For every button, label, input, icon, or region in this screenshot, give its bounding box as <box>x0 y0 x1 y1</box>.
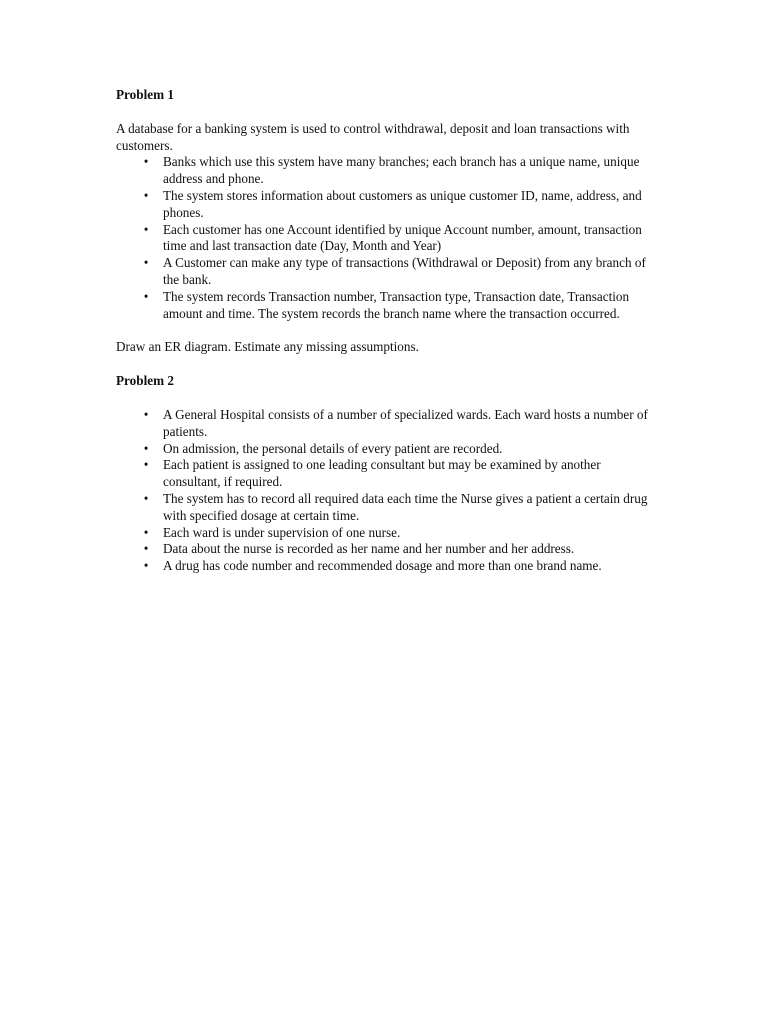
list-item-text: Each ward is under supervision of one nurse. <box>163 524 401 540</box>
bullet-icon: • <box>143 541 149 557</box>
list-item-text: A General Hospital consists of a number of specialized wards. Each ward hosts a number of patients. <box>163 406 648 439</box>
list-item-text: On admission, the personal details of every patient are recorded. <box>163 440 503 456</box>
list-item <box>116 541 656 558</box>
bullet-icon: • <box>143 457 149 473</box>
document-content <box>116 87 656 575</box>
list-item-text: A drug has code number and recommended dosage and more than one brand name. <box>163 558 602 574</box>
list-item <box>116 407 656 441</box>
problem-1-intro: A database for a banking system is used to control withdrawal, deposit and loan transactions with customers. <box>116 120 630 153</box>
list-item <box>116 154 656 188</box>
problem-1-heading: Problem 1 <box>116 87 174 102</box>
problem-1-bullet-list <box>116 154 656 322</box>
bullet-icon: • <box>143 288 149 304</box>
bullet-icon: • <box>143 440 149 456</box>
list-item <box>116 255 656 289</box>
bullet-icon: • <box>143 154 149 170</box>
list-item <box>116 558 656 575</box>
list-item <box>116 457 656 491</box>
bullet-icon: • <box>143 406 149 422</box>
bullet-icon: • <box>143 524 149 540</box>
problem-2-bullet-list <box>116 407 656 575</box>
list-item <box>116 188 656 222</box>
list-item-text: The system records Transaction number, Transaction type, Transaction date, Transaction amount and time. The system records the branch name where the transaction occurred. <box>163 288 630 321</box>
list-item <box>116 222 656 256</box>
bullet-icon: • <box>143 558 149 574</box>
problem-1-instruction: Draw an ER diagram. Estimate any missing assumptions. <box>116 339 419 355</box>
bullet-icon: • <box>143 187 149 203</box>
list-item-text: A Customer can make any type of transactions (Withdrawal or Deposit) from any branch of the bank. <box>163 255 646 287</box>
list-item <box>116 525 656 542</box>
list-item-text: Banks which use this system have many branches; each branch has a unique name, unique address and phone. <box>163 154 640 187</box>
bullet-icon: • <box>143 490 149 506</box>
list-item <box>116 289 656 323</box>
list-item-text: The system has to record all required data each time the Nurse gives a patient a certain drug with specified dosage at certain time. <box>163 490 648 523</box>
list-item <box>116 491 656 525</box>
problem-2-heading: Problem 2 <box>116 373 174 389</box>
list-item-text: Each customer has one Account identified by unique Account number, amount, transaction time and last transaction date (Day, Month and Year) <box>163 221 642 254</box>
bullet-icon: • <box>143 221 149 237</box>
list-item <box>116 441 656 458</box>
bullet-icon: • <box>143 255 149 271</box>
list-item-text: The system stores information about customers as unique customer ID, name, address, and phones. <box>163 187 642 220</box>
list-item-text: Each patient is assigned to one leading consultant but may be examined by another consultant, if required. <box>163 457 601 490</box>
list-item-text: Data about the nurse is recorded as her name and her number and her address. <box>163 541 575 557</box>
